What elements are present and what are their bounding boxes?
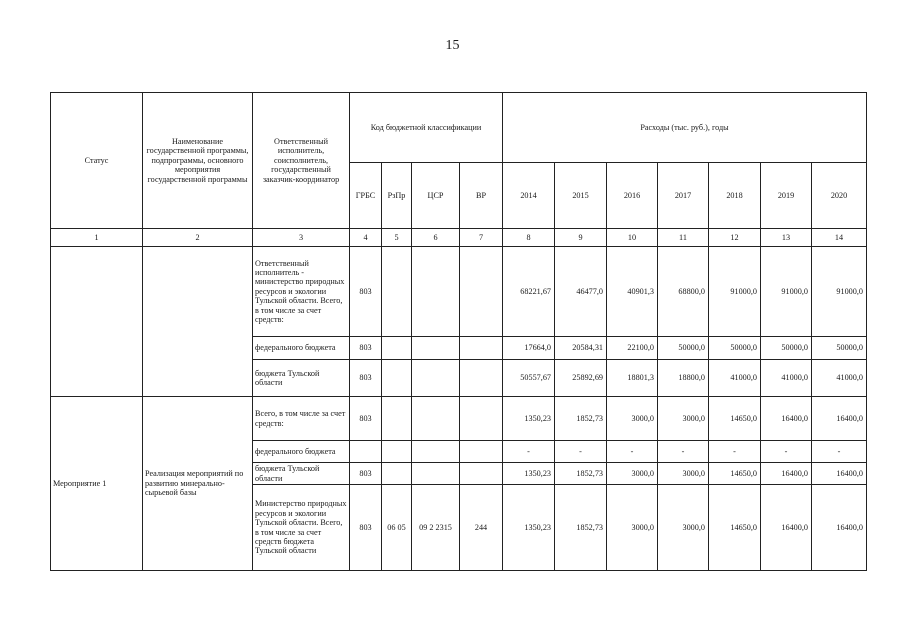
executor-cell: Ответственный исполнитель - министерство природных ресурсов и экологии Тульской области. Всего, в том числе за счет средств:: [253, 247, 350, 337]
page-number: 15: [445, 38, 460, 53]
value-cell: 3000,0: [607, 463, 658, 485]
grbs-cell: [350, 441, 382, 463]
value-cell: 16400,0: [761, 463, 812, 485]
csr-cell: [412, 463, 460, 485]
value-cell: 1852,73: [555, 463, 607, 485]
value-cell: 3000,0: [658, 397, 709, 441]
csr-cell: [412, 360, 460, 397]
vr-cell: [460, 337, 503, 360]
executor-cell: федерального бюджета: [253, 337, 350, 360]
value-cell: 40901,3: [607, 247, 658, 337]
column-number: 5: [382, 229, 412, 247]
value-cell: 17664,0: [503, 337, 555, 360]
rzpr-cell: [382, 247, 412, 337]
rzpr-cell: [382, 441, 412, 463]
table-row: [51, 247, 867, 337]
value-cell: 16400,0: [812, 463, 867, 485]
vr-cell: [460, 360, 503, 397]
header-year: 2015: [555, 163, 607, 229]
value-cell: 25892,69: [555, 360, 607, 397]
value-cell: 14650,0: [709, 463, 761, 485]
column-number: 10: [607, 229, 658, 247]
csr-cell: [412, 441, 460, 463]
budget-table: [50, 92, 867, 571]
name-cell-empty: [143, 247, 253, 397]
value-cell: -: [607, 441, 658, 463]
value-cell: 91000,0: [709, 247, 761, 337]
csr-cell: [412, 397, 460, 441]
value-cell: 41000,0: [761, 360, 812, 397]
header-csr: ЦСР: [412, 163, 460, 229]
vr-cell: [460, 397, 503, 441]
column-number-row: [51, 229, 867, 247]
vr-cell: [460, 247, 503, 337]
column-number: 9: [555, 229, 607, 247]
column-number: 6: [412, 229, 460, 247]
value-cell: 1852,73: [555, 397, 607, 441]
value-cell: 50557,67: [503, 360, 555, 397]
value-cell: 3000,0: [607, 485, 658, 571]
value-cell: 3000,0: [658, 463, 709, 485]
vr-cell: 244: [460, 485, 503, 571]
header-executor: Ответственный исполнитель, соисполнитель, государственный заказчик-координатор: [253, 93, 350, 229]
header-row: [51, 93, 867, 163]
header-status: Статус: [51, 93, 143, 229]
header-rzpr: РзПр: [382, 163, 412, 229]
csr-cell: 09 2 2315: [412, 485, 460, 571]
column-number: 2: [143, 229, 253, 247]
column-number: 1: [51, 229, 143, 247]
header-year: 2016: [607, 163, 658, 229]
column-number: 7: [460, 229, 503, 247]
column-number: 8: [503, 229, 555, 247]
rzpr-cell: [382, 463, 412, 485]
value-cell: -: [503, 441, 555, 463]
header-year: 2017: [658, 163, 709, 229]
executor-cell: бюджета Тульской области: [253, 463, 350, 485]
grbs-cell: 803: [350, 485, 382, 571]
header-grbs: ГРБС: [350, 163, 382, 229]
header-vr: ВР: [460, 163, 503, 229]
header-budget-code: Код бюджетной классификации: [350, 93, 503, 163]
value-cell: -: [761, 441, 812, 463]
column-number: 13: [761, 229, 812, 247]
value-cell: 20584,31: [555, 337, 607, 360]
executor-cell: Всего, в том числе за счет средств:: [253, 397, 350, 441]
value-cell: 91000,0: [812, 247, 867, 337]
value-cell: 1852,73: [555, 485, 607, 571]
vr-cell: [460, 463, 503, 485]
value-cell: 22100,0: [607, 337, 658, 360]
value-cell: 41000,0: [812, 360, 867, 397]
grbs-cell: 803: [350, 247, 382, 337]
column-number: 11: [658, 229, 709, 247]
column-number: 4: [350, 229, 382, 247]
grbs-cell: 803: [350, 463, 382, 485]
rzpr-cell: [382, 397, 412, 441]
column-number: 3: [253, 229, 350, 247]
csr-cell: [412, 247, 460, 337]
status-cell-empty: [51, 247, 143, 397]
rzpr-cell: 06 05: [382, 485, 412, 571]
header-year: 2018: [709, 163, 761, 229]
column-number: 14: [812, 229, 867, 247]
header-name: Наименование государственной программы, подпрограммы, основного мероприятия государственной программы: [143, 93, 253, 229]
grbs-cell: 803: [350, 337, 382, 360]
grbs-cell: 803: [350, 360, 382, 397]
value-cell: -: [709, 441, 761, 463]
header-expenses: Расходы (тыс. руб.), годы: [503, 93, 867, 163]
value-cell: 18801,3: [607, 360, 658, 397]
value-cell: 16400,0: [812, 397, 867, 441]
header-year: 2020: [812, 163, 867, 229]
rzpr-cell: [382, 337, 412, 360]
column-number: 12: [709, 229, 761, 247]
vr-cell: [460, 441, 503, 463]
value-cell: -: [658, 441, 709, 463]
value-cell: 68800,0: [658, 247, 709, 337]
value-cell: -: [555, 441, 607, 463]
executor-cell: Министерство природных ресурсов и экологии Тульской области. Всего, в том числе за счет средств бюджета Тульской области: [253, 485, 350, 571]
csr-cell: [412, 337, 460, 360]
executor-cell: бюджета Тульской области: [253, 360, 350, 397]
name-cell: Реализация мероприятий по развитию минерально-сырьевой базы: [143, 397, 253, 571]
value-cell: 50000,0: [761, 337, 812, 360]
value-cell: 50000,0: [709, 337, 761, 360]
value-cell: 46477,0: [555, 247, 607, 337]
value-cell: 14650,0: [709, 397, 761, 441]
value-cell: 91000,0: [761, 247, 812, 337]
value-cell: 68221,67: [503, 247, 555, 337]
value-cell: 1350,23: [503, 485, 555, 571]
value-cell: 41000,0: [709, 360, 761, 397]
table-row: [51, 397, 867, 441]
value-cell: 18800,0: [658, 360, 709, 397]
value-cell: 1350,23: [503, 397, 555, 441]
value-cell: 3000,0: [607, 397, 658, 441]
header-year: 2019: [761, 163, 812, 229]
value-cell: 16400,0: [812, 485, 867, 571]
value-cell: 3000,0: [658, 485, 709, 571]
executor-cell: федерального бюджета: [253, 441, 350, 463]
value-cell: -: [812, 441, 867, 463]
value-cell: 16400,0: [761, 397, 812, 441]
value-cell: 14650,0: [709, 485, 761, 571]
value-cell: 16400,0: [761, 485, 812, 571]
status-cell: Мероприятие 1: [51, 397, 143, 571]
header-year: 2014: [503, 163, 555, 229]
value-cell: 50000,0: [812, 337, 867, 360]
value-cell: 1350,23: [503, 463, 555, 485]
rzpr-cell: [382, 360, 412, 397]
value-cell: 50000,0: [658, 337, 709, 360]
grbs-cell: 803: [350, 397, 382, 441]
